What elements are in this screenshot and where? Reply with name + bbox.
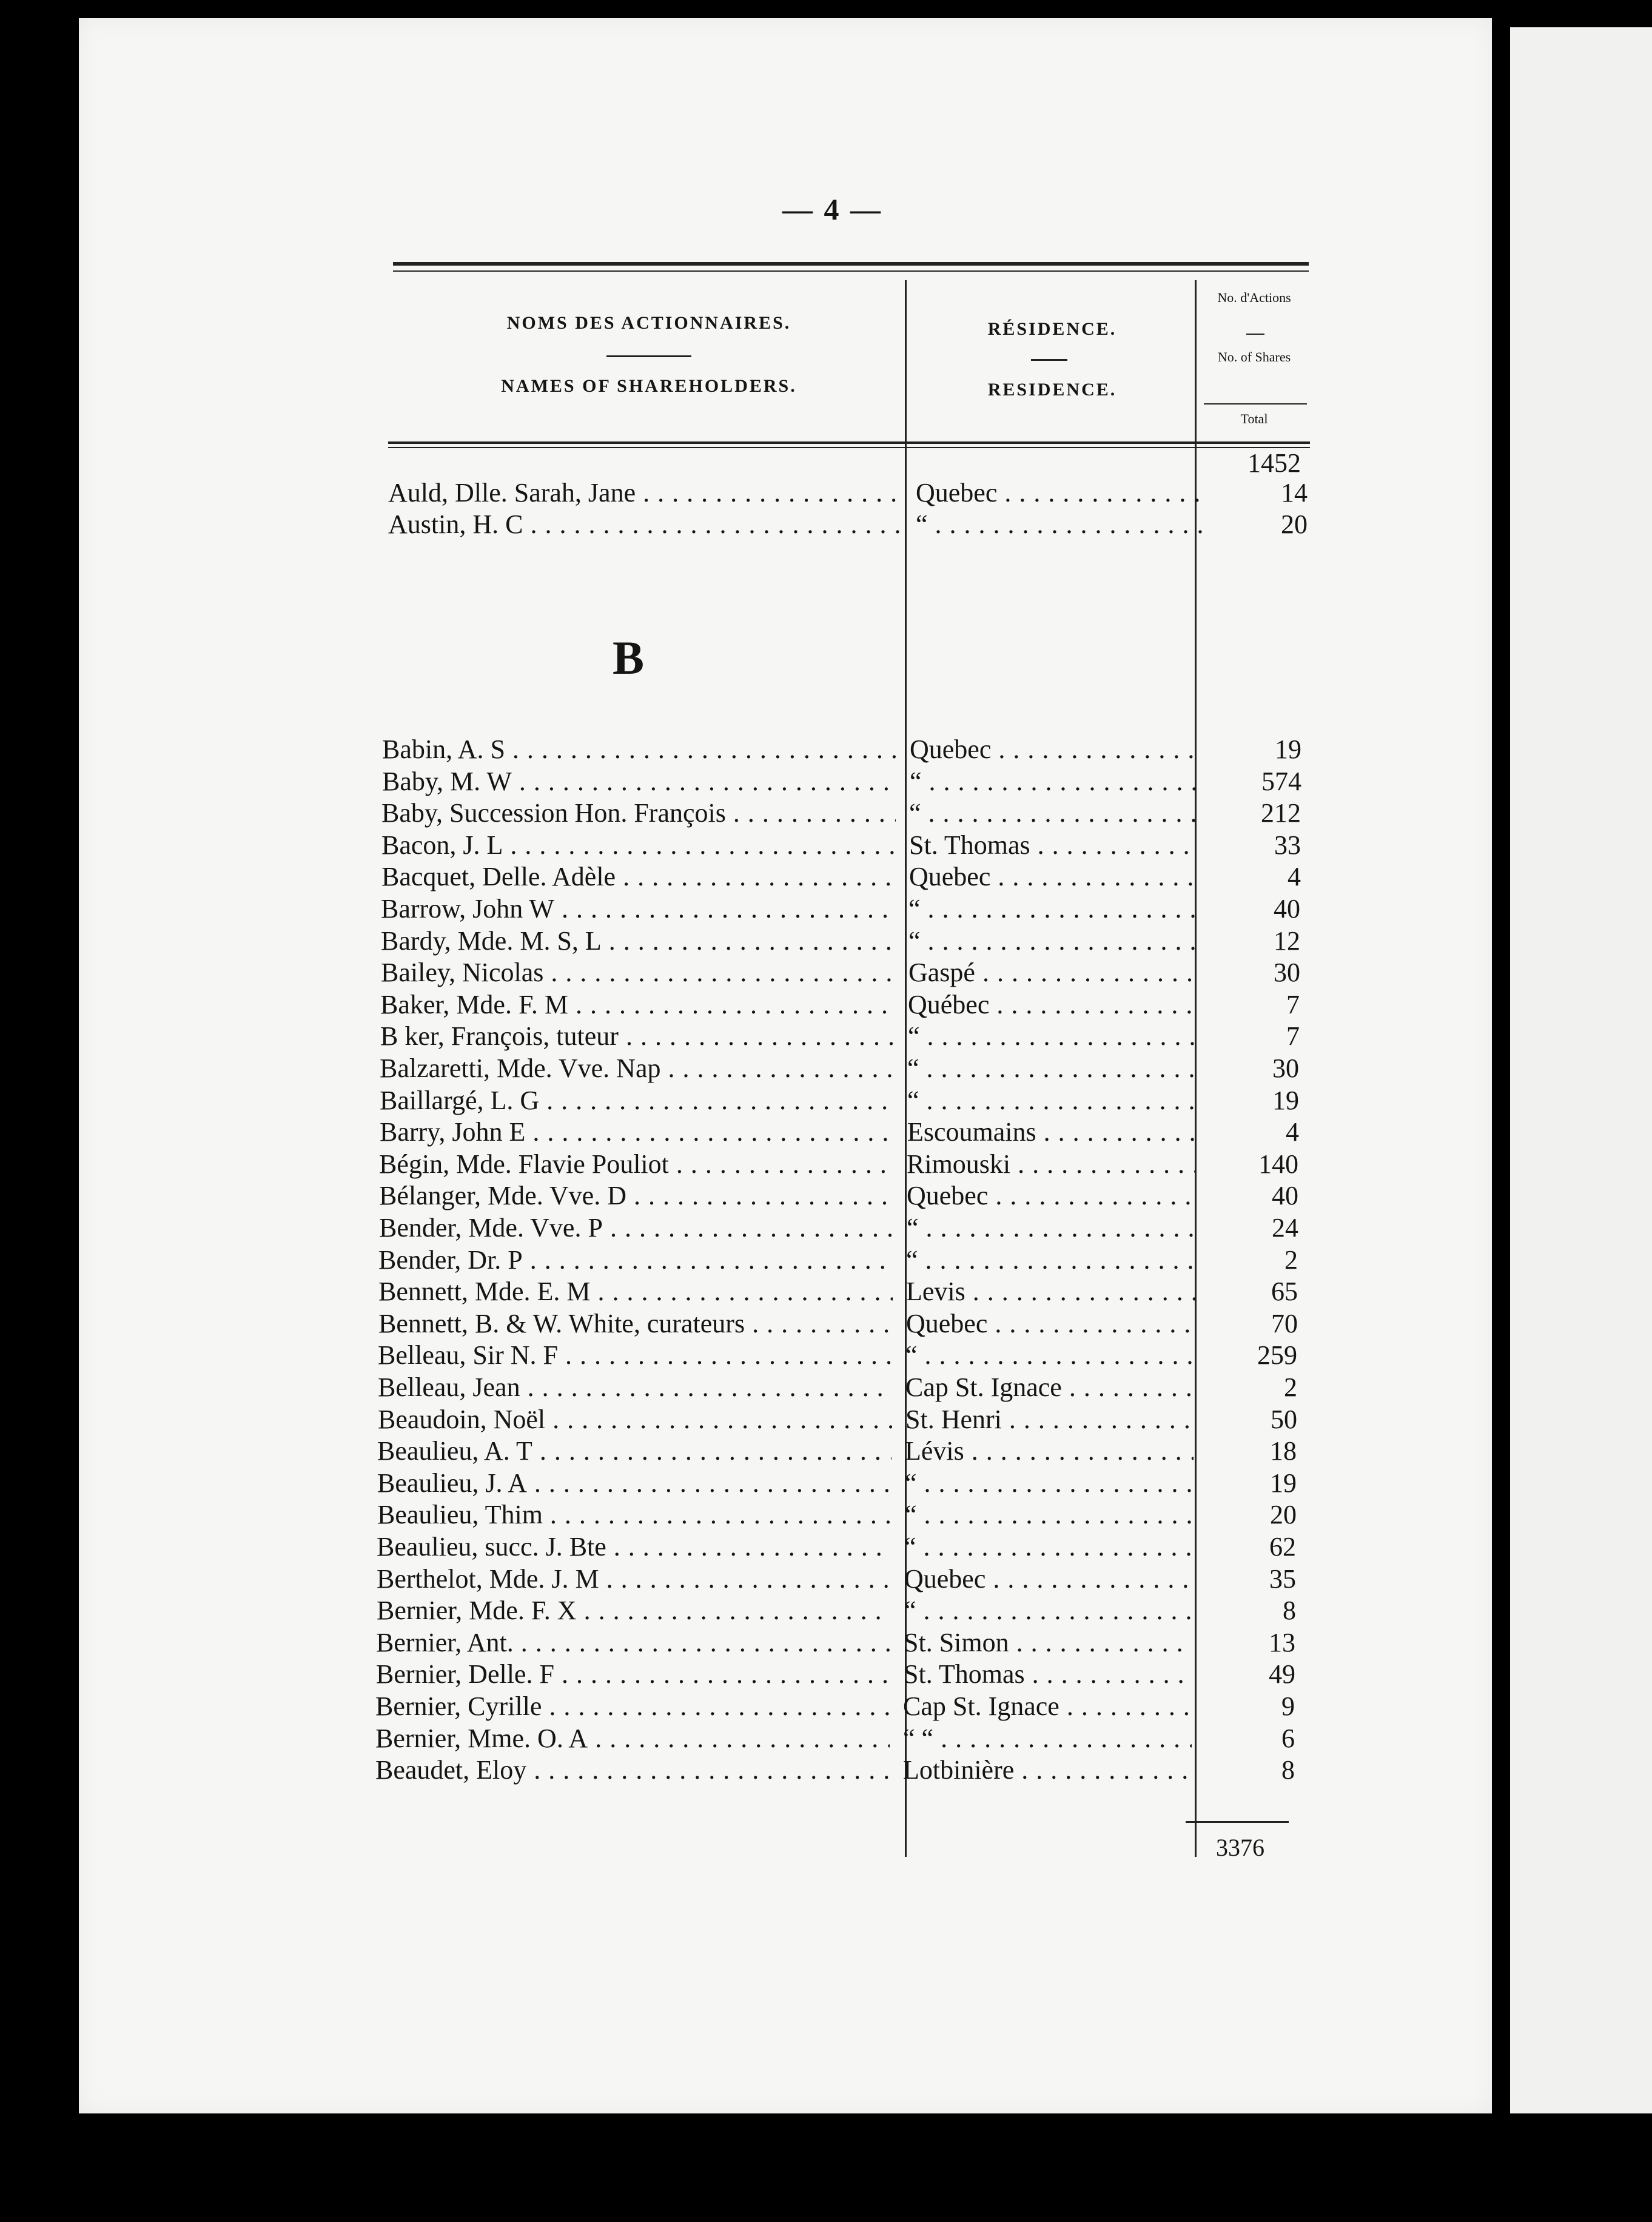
share-count: 259	[1257, 1340, 1297, 1371]
residence: Quebec . . .	[910, 734, 1198, 765]
table-row	[375, 1723, 1307, 1754]
share-count: 212	[1261, 798, 1301, 828]
header-dash-3	[1246, 334, 1264, 335]
share-count: 19	[1270, 1468, 1297, 1498]
residence: Québec . . .	[908, 989, 1197, 1021]
shareholder-name: Bernier, Ant. . . .	[376, 1627, 890, 1659]
share-count: 4	[1286, 1117, 1299, 1147]
total-shares: 3376	[1216, 1834, 1264, 1861]
table-row	[380, 989, 1312, 1021]
share-count: 9	[1281, 1691, 1295, 1721]
adjacent-page-edge	[1510, 27, 1652, 2113]
share-count: 30	[1272, 1053, 1299, 1083]
residence: “ “ . . .	[903, 1723, 1192, 1754]
table-row	[376, 1627, 1308, 1659]
residence: “ . . .	[907, 1085, 1196, 1116]
residence: “ . . .	[907, 1212, 1195, 1244]
header-residence-fr: RÉSIDENCE.	[987, 319, 1117, 339]
residence: “ . . .	[910, 766, 1198, 797]
total-rule	[1186, 1821, 1289, 1823]
shareholder-name: Beaudoin, Noël . . .	[378, 1404, 892, 1435]
shareholder-name: Bender, Mde. Vve. P . . .	[379, 1212, 893, 1244]
shareholder-name: Bélanger, Mde. Vve. D . . .	[379, 1180, 893, 1212]
shareholder-name: Bennett, Mde. E. M . . .	[378, 1276, 893, 1307]
shareholder-name: Bennett, B. & W. White, curateurs . . .	[378, 1308, 893, 1340]
table-row	[378, 1276, 1310, 1307]
residence: “ . . .	[907, 1053, 1196, 1084]
table-row	[388, 509, 1320, 540]
table-row	[380, 1021, 1312, 1052]
table-row	[377, 1563, 1308, 1595]
residence: St. Thomas . . .	[904, 1659, 1192, 1690]
table-row	[379, 1180, 1311, 1212]
share-count: 2	[1284, 1244, 1298, 1275]
header-shares-fr: No. d'Actions	[1217, 290, 1291, 305]
shareholder-name: Baby, M. W . . .	[382, 766, 896, 797]
table-row	[378, 1340, 1309, 1371]
residence: “ . . .	[908, 1021, 1197, 1052]
share-count: 8	[1283, 1596, 1296, 1626]
header-name-en: NAMES OF SHAREHOLDERS.	[501, 376, 797, 396]
shareholder-name: Austin, H. C . . .	[388, 509, 902, 540]
table-row	[377, 1499, 1309, 1531]
share-count: 6	[1281, 1723, 1295, 1753]
residence: “ . . .	[908, 893, 1197, 925]
table-row	[378, 1372, 1309, 1403]
table-row	[380, 1116, 1311, 1148]
carried-forward: 1452	[1247, 448, 1301, 478]
share-count: 24	[1272, 1213, 1298, 1243]
share-count: 18	[1270, 1436, 1297, 1466]
shareholder-name: Bardy, Mde. M. S, L . . .	[381, 925, 895, 957]
share-count: 2	[1284, 1372, 1297, 1402]
shareholder-name: Beaulieu, J. A . . .	[377, 1468, 891, 1499]
share-count: 50	[1271, 1404, 1297, 1434]
residence: Quebec . . .	[904, 1563, 1193, 1595]
header-residence-en: RESIDENCE.	[987, 380, 1117, 400]
shareholder-name: Bender, Dr. P . . .	[378, 1244, 893, 1276]
residence: Lotbinière . . .	[903, 1754, 1192, 1786]
header-shares-en: No. of Shares	[1217, 349, 1291, 364]
share-count: 49	[1269, 1659, 1295, 1690]
shareholder-name: Bacquet, Delle. Adèle . . .	[381, 861, 896, 893]
share-count: 7	[1286, 1021, 1300, 1052]
shareholder-name: Bernier, Mme. O. A . . .	[375, 1723, 890, 1754]
table-row	[381, 893, 1312, 925]
residence: Rimouski . . .	[907, 1149, 1195, 1180]
section-letter: B	[613, 631, 645, 684]
residence: “ . . .	[904, 1595, 1193, 1626]
share-count: 140	[1258, 1149, 1298, 1179]
table-row	[375, 1754, 1307, 1786]
shareholder-name: Barrow, John W . . .	[381, 893, 895, 925]
share-count: 35	[1269, 1563, 1296, 1594]
table-row	[382, 766, 1314, 797]
header-name-fr: NOMS DES ACTIONNAIRES.	[506, 313, 791, 333]
table-row	[381, 925, 1312, 957]
share-count: 33	[1274, 830, 1301, 860]
share-count: 20	[1270, 1500, 1297, 1530]
shareholder-name: Auld, Dlle. Sarah, Jane . . .	[388, 477, 902, 509]
top-rule	[393, 262, 1309, 266]
shareholder-name: Beaulieu, succ. J. Bte . . .	[377, 1531, 891, 1563]
shareholder-name: Bernier, Mde. F. X . . .	[377, 1595, 891, 1626]
table-row	[376, 1659, 1308, 1690]
shareholder-name: Beaudet, Eloy . . .	[375, 1754, 890, 1786]
residence: “ . . .	[905, 1468, 1194, 1499]
shareholder-name: Bernier, Delle. F . . .	[376, 1659, 890, 1690]
residence: “ . . .	[905, 1499, 1194, 1531]
header-dash-2	[1031, 359, 1067, 361]
residence: St. Thomas . . .	[909, 830, 1198, 861]
share-count: 20	[1281, 509, 1308, 539]
shareholder-name: Babin, A. S . . .	[382, 734, 896, 765]
shareholder-name: Belleau, Jean . . .	[378, 1372, 892, 1403]
table-row	[381, 830, 1313, 861]
residence: Cap St. Ignace . . .	[905, 1372, 1194, 1403]
residence: Quebec . . .	[907, 1180, 1195, 1212]
table-row	[380, 1085, 1311, 1116]
share-count: 8	[1281, 1755, 1295, 1785]
table-row	[381, 957, 1312, 988]
residence: Levis . . .	[906, 1276, 1195, 1307]
table-row	[381, 797, 1313, 829]
table-row	[377, 1435, 1309, 1467]
residence: Escoumains . . .	[907, 1116, 1196, 1148]
header-rule-thin	[388, 447, 1310, 448]
header-total: Total	[1240, 411, 1268, 426]
shareholder-name: Bacon, J. L . . .	[381, 830, 896, 861]
shareholder-name: Bernier, Cyrille . . .	[375, 1691, 890, 1722]
share-count: 19	[1275, 734, 1301, 764]
share-count: 30	[1274, 958, 1300, 988]
residence: “ . . .	[905, 1340, 1194, 1371]
shareholder-name: Beaulieu, A. T . . .	[377, 1435, 891, 1467]
shareholder-name: Beaulieu, Thim . . .	[377, 1499, 891, 1531]
share-count: 40	[1274, 894, 1300, 924]
table-row	[375, 1691, 1307, 1722]
share-count: 13	[1269, 1627, 1295, 1657]
share-count: 12	[1274, 925, 1300, 956]
residence: St. Simon . . .	[904, 1627, 1192, 1659]
shareholder-name: Baby, Succession Hon. François . . .	[381, 797, 896, 829]
residence: “ . . .	[906, 1244, 1195, 1276]
residence: Cap St. Ignace . . .	[903, 1691, 1192, 1722]
header-dash-1	[606, 355, 691, 357]
share-count: 7	[1286, 989, 1300, 1019]
table-row	[377, 1531, 1308, 1563]
table-row	[377, 1595, 1308, 1626]
shareholder-name: Barry, John E . . .	[380, 1116, 894, 1148]
shareholder-name: Baillargé, L. G . . .	[380, 1085, 894, 1116]
residence: Lévis . . .	[905, 1435, 1194, 1467]
residence: Quebec . . .	[916, 477, 1204, 509]
residence: St. Henri . . .	[905, 1404, 1194, 1435]
shareholder-name: Belleau, Sir N. F . . .	[378, 1340, 892, 1371]
shareholder-name: Balzaretti, Mde. Vve. Nap . . .	[380, 1053, 894, 1084]
table-row	[380, 1053, 1311, 1084]
table-row	[378, 1308, 1310, 1340]
top-rule-thin	[393, 270, 1309, 272]
share-count: 19	[1272, 1085, 1299, 1115]
shareholder-name: Berthelot, Mde. J. M . . .	[377, 1563, 891, 1595]
shareholder-name: B ker, François, tuteur . . .	[380, 1021, 895, 1052]
header-rule	[388, 441, 1310, 444]
table-row	[379, 1149, 1311, 1180]
residence: Quebec . . .	[906, 1308, 1195, 1340]
residence: “ . . .	[908, 925, 1197, 957]
table-row	[378, 1244, 1310, 1276]
table-row	[379, 1212, 1311, 1244]
table-row	[377, 1468, 1309, 1499]
residence: Quebec . . .	[909, 861, 1198, 893]
residence: “ . . .	[916, 509, 1204, 540]
page-number: — 4 —	[782, 192, 882, 226]
table-row	[381, 861, 1313, 893]
share-count: 40	[1272, 1181, 1298, 1211]
table-row	[388, 477, 1320, 509]
share-count: 62	[1269, 1532, 1296, 1562]
residence: “ . . .	[904, 1531, 1193, 1563]
share-count: 4	[1288, 862, 1301, 892]
share-count: 65	[1271, 1277, 1298, 1307]
table-row	[378, 1404, 1309, 1435]
shareholder-name: Baker, Mde. F. M . . .	[380, 989, 895, 1021]
share-count: 574	[1261, 766, 1301, 796]
residence: “ . . .	[909, 797, 1198, 829]
shareholder-name: Bailey, Nicolas . . .	[381, 957, 895, 988]
shareholder-name: Bégin, Mde. Flavie Pouliot . . .	[379, 1149, 893, 1180]
header-total-rule	[1204, 403, 1307, 404]
share-count: 70	[1271, 1308, 1298, 1338]
table-row	[382, 734, 1314, 765]
share-count: 14	[1281, 478, 1308, 508]
residence: Gaspé . . .	[908, 957, 1197, 988]
